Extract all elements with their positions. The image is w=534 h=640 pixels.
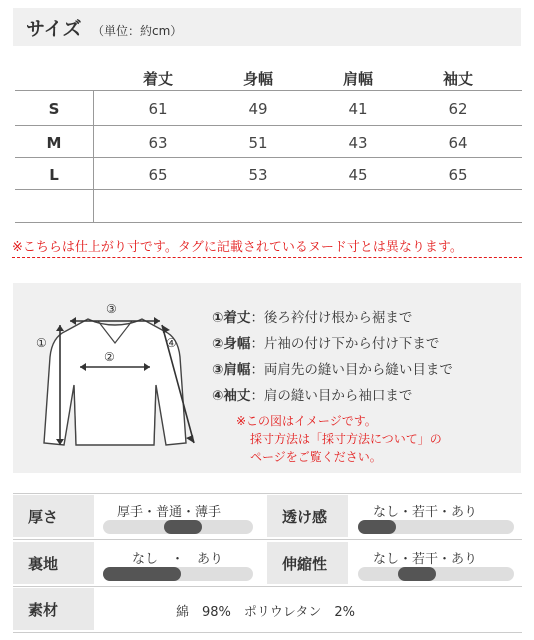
row-header-size: M: [46, 134, 62, 152]
table-divider: [15, 222, 522, 223]
column-header: 着丈: [142, 70, 173, 88]
lining-indicator: [103, 567, 181, 581]
table-cell: 62: [448, 100, 468, 118]
size-notice: ※こちらは仕上がり寸です。タグに記載されているヌード寸とは異なります。: [12, 240, 463, 255]
lining-label: 裏地: [13, 542, 94, 584]
material-value: 綿 98% ポリウレタン 2%: [176, 605, 355, 620]
legend-line: ①着丈：後ろ衿付け根から裾まで: [212, 310, 413, 326]
attr-divider: [13, 632, 522, 633]
marker-sleeve: ④: [166, 336, 177, 350]
table-cell: 65: [148, 166, 168, 184]
marker-body-width: ②: [104, 350, 115, 364]
thickness-indicator: [164, 520, 202, 534]
column-header: 身幅: [242, 70, 273, 88]
table-cell: 45: [348, 166, 368, 184]
material-label: 素材: [13, 588, 94, 630]
unit-label: （単位：約cm）: [92, 24, 183, 38]
section-title: サイズ: [26, 18, 82, 40]
table-cell: 53: [248, 166, 268, 184]
column-header: 肩幅: [342, 70, 373, 88]
legend-line: ④袖丈：肩の縫い目から袖口まで: [212, 388, 413, 404]
marker-length: ①: [36, 336, 47, 350]
table-divider: [15, 189, 522, 190]
stretch-indicator: [398, 567, 436, 581]
table-cell: 64: [448, 134, 468, 152]
marker-shoulder: ③: [106, 302, 117, 316]
transparency-scale: [358, 520, 514, 534]
table-cell: 65: [448, 166, 468, 184]
row-header-size: S: [48, 100, 60, 118]
lining-options: なし ・ あり: [132, 552, 224, 567]
legend-line: ②身幅：片袖の付け下から付け下まで: [212, 336, 440, 352]
size-header-band: [13, 8, 521, 46]
stretch-scale: [358, 567, 514, 581]
table-divider: [15, 157, 522, 158]
table-cell: 61: [148, 100, 168, 118]
dashed-divider: [12, 257, 522, 258]
table-divider: [15, 90, 522, 91]
legend-line: ③肩幅：両肩先の縫い目から縫い目まで: [212, 362, 453, 378]
thickness-options: 厚手・普通・薄手: [117, 505, 222, 520]
thickness-scale: [103, 520, 253, 534]
attr-divider: [13, 493, 522, 494]
transparency-options: なし・若干・あり: [373, 505, 478, 520]
illustration-note: ページをご覧ください。: [250, 450, 382, 464]
attr-divider: [13, 539, 522, 540]
illustration-note: ※この図はイメージです。: [236, 414, 377, 428]
attr-divider: [13, 586, 522, 587]
table-divider: [15, 125, 522, 126]
thickness-label: 厚さ: [13, 495, 94, 537]
row-header-size: L: [49, 166, 59, 184]
transparency-label: 透け感: [267, 495, 348, 537]
lining-scale: [103, 567, 253, 581]
table-cell: 43: [348, 134, 368, 152]
garment-illustration: [30, 295, 200, 465]
stretch-label: 伸縮性: [267, 542, 348, 584]
stretch-options: なし・若干・あり: [373, 552, 478, 567]
table-cell: 49: [248, 100, 268, 118]
table-column-divider: [93, 90, 94, 222]
table-cell: 51: [248, 134, 268, 152]
table-cell: 41: [348, 100, 368, 118]
transparency-indicator: [358, 520, 396, 534]
column-header: 袖丈: [442, 70, 473, 88]
illustration-note: 採寸方法は「採寸方法について」の: [250, 432, 442, 446]
table-cell: 63: [148, 134, 168, 152]
